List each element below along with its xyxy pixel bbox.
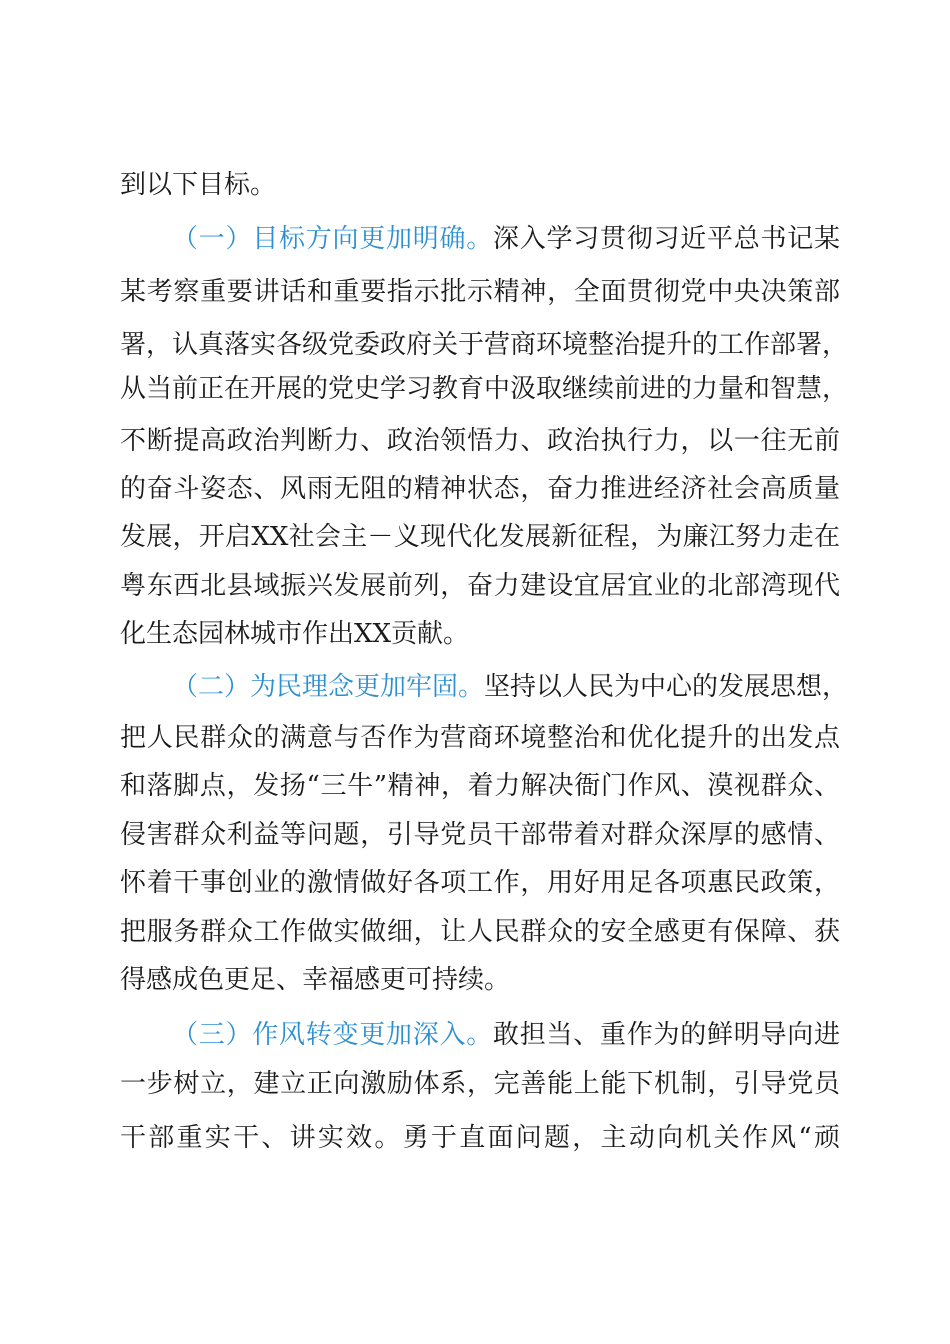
section-1-line: 的奋斗姿态、风雨无阻的精神状态，奋力推进经济社会高质量 — [120, 474, 840, 504]
section-1-line: 化生态园林城市作出XX贡献。 — [120, 619, 470, 649]
section-1-first-text: 深入学习贯彻习近平总书记某 — [493, 224, 840, 254]
section-1-line: 署，认真落实各级党委政府关于营商环境整治提升的工作部署， — [120, 330, 849, 360]
section-3-line: 一步树立，建立正向激励体系，完善能上能下机制，引导党员 — [120, 1069, 840, 1099]
section-1-line: 从当前正在开展的党史学习教育中汲取继续前进的力量和智慧， — [120, 374, 849, 404]
section-1-line: 不断提高政治判断力、政治领悟力、政治执行力，以一往无前 — [120, 426, 840, 456]
section-1-line: 粤东西北县域振兴发展前列，奋力建设宜居宜业的北部湾现代 — [120, 571, 840, 601]
section-2-heading: （二）为民理念更加牢固。 — [172, 672, 485, 702]
section-2-first-text: 坚持以人民为中心的发展思想， — [484, 672, 849, 702]
section-2-line: 把服务群众工作做实做细，让人民群众的安全感更有保障、获 — [120, 917, 840, 947]
section-2-line: 怀着干事创业的激情做好各项工作，用好用足各项惠民政策， — [120, 868, 840, 898]
section-2-first-line — [172, 667, 849, 707]
section-3-first-line — [172, 1015, 840, 1055]
section-3-first-text: 敢担当、重作为的鲜明导向进 — [493, 1020, 840, 1050]
section-3-heading: （三）作风转变更加深入。 — [172, 1020, 493, 1050]
section-2-line: 和落脚点，发扬“三牛”精神，着力解决衙门作风、漠视群众、 — [120, 771, 840, 801]
section-2-line: 得感成色更足、幸福感更可持续。 — [120, 965, 511, 995]
section-2-line: 侵害群众利益等问题，引导党员干部带着对群众深厚的感情、 — [120, 820, 840, 850]
intro-line: 到以下目标。 — [120, 170, 277, 200]
section-2-line: 把人民群众的满意与否作为营商环境整治和优化提升的出发点 — [120, 723, 840, 753]
section-3-line: 干部重实干、讲实效。勇于直面问题，主动向机关作风“顽 — [120, 1123, 840, 1153]
section-1-line: 发展，开启XX社会主－义现代化发展新征程，为廉江努力走在 — [120, 522, 840, 552]
section-1-first-line — [172, 219, 840, 259]
section-1-line: 某考察重要讲话和重要指示批示精神，全面贯彻党中央决策部 — [120, 277, 840, 307]
section-1-heading: （一）目标方向更加明确。 — [172, 224, 493, 254]
